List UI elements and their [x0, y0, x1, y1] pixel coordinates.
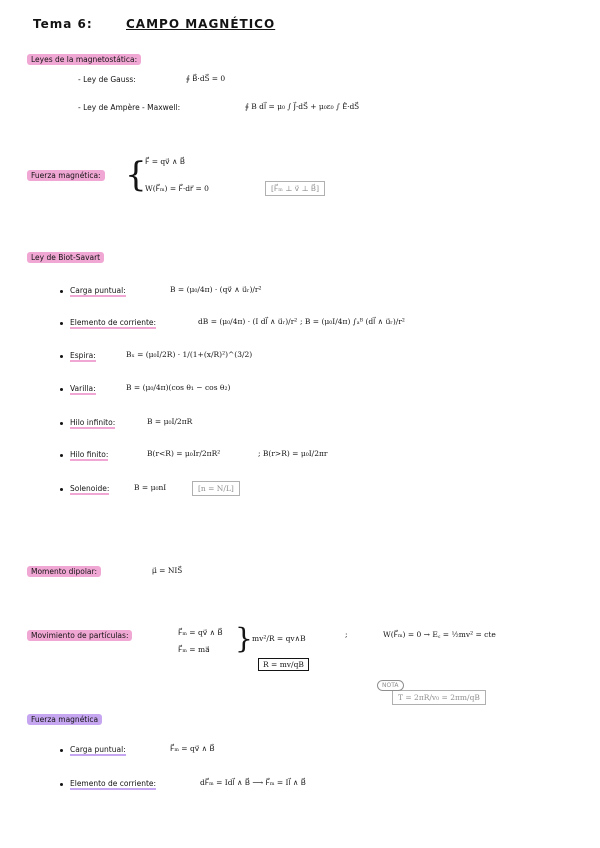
ampere-formula: ∮ B dl⃗ = μ₀ ∫ J⃗·dS⃗ + μ₀ε₀ ∫ Ė⃗·dS⃗	[245, 102, 360, 111]
item-label: Carga puntual:	[70, 286, 126, 295]
left-brace: {	[125, 155, 147, 195]
biot-savart-heading: Ley de Biot-Savart	[27, 252, 104, 263]
nota-tag: NOTA	[377, 680, 404, 691]
perpendicular-note: [F⃗ₘ ⊥ v⃗ ⊥ B⃗]	[265, 181, 325, 196]
bullet-dot	[60, 783, 63, 786]
finite-wire-formula-outside: ; B(r>R) = μ₀I/2πr	[258, 449, 328, 458]
loop-formula: Bₓ = (μ₀I/2R) · 1/(1+(x/R)²)^(3/2)	[126, 350, 253, 359]
force-charge-formula: F⃗ₘ = qv⃗ ∧ B⃗	[170, 744, 215, 753]
bullet-dot	[60, 322, 63, 325]
particles-eq-newton: F⃗ₘ = ma⃗	[178, 645, 210, 654]
topic-label: Tema 6:	[33, 17, 93, 31]
magnetic-force-heading: Fuerza magnética:	[27, 170, 105, 181]
particles-heading: Movimiento de partículas:	[27, 630, 132, 641]
item-label: Hilo infinito:	[70, 418, 116, 427]
bullet-dot	[60, 290, 63, 293]
item-label: Carga puntual:	[70, 745, 126, 754]
biot-item-charge	[60, 286, 126, 295]
dipole-formula: μ⃗ = NIS⃗	[152, 566, 183, 575]
bullet-dot	[60, 355, 63, 358]
current-element-formula: dB = (μ₀/4π) · (I dl⃗ ∧ u⃗ᵣ)/r²	[198, 317, 298, 326]
force-item-charge	[60, 745, 126, 754]
item-label: Solenoide:	[70, 484, 110, 493]
charge-formula: B = (μ₀/4π) · (qv⃗ ∧ u⃗ᵣ)/r²	[170, 285, 262, 294]
bullet-dot	[60, 454, 63, 457]
biot-item-solenoid	[60, 484, 109, 493]
particles-separator: ;	[345, 630, 348, 639]
biot-item-infinite-wire	[60, 418, 115, 427]
page-title: CAMPO MAGNÉTICO	[126, 17, 276, 31]
finite-wire-formula-inside: B(r<R) = μ₀Ir/2πR²	[147, 449, 221, 458]
item-label: Varilla:	[70, 384, 96, 393]
bullet-dot	[60, 488, 63, 491]
item-label: Elemento de corriente:	[70, 318, 157, 327]
bullet-dot	[60, 388, 63, 391]
biot-item-rod	[60, 384, 96, 393]
magnetic-force2-heading: Fuerza magnética	[27, 714, 102, 725]
gauss-label: - Ley de Gauss:	[78, 75, 136, 84]
solenoid-note: [n = N/L]	[192, 481, 240, 496]
biot-item-loop	[60, 351, 96, 360]
item-label: Espira:	[70, 351, 96, 360]
infinite-wire-formula: B = μ₀I/2πR	[147, 417, 193, 426]
force-current-element-formula: dF⃗ₘ = Idl⃗ ∧ B⃗ ⟶ F⃗ₘ = Il⃗ ∧ B⃗	[200, 778, 306, 787]
biot-item-current-element	[60, 318, 156, 327]
right-brace: }	[235, 622, 253, 655]
item-label: Hilo finito:	[70, 450, 109, 459]
solenoid-formula: B = μ₀nI	[134, 483, 167, 492]
bullet-dot	[60, 422, 63, 425]
particles-eq-lorentz: F⃗ₘ = qv⃗ ∧ B⃗	[178, 628, 223, 637]
radius-formula: R = mv/qB	[258, 658, 309, 671]
particles-work-formula: W(F⃗ₘ) = 0 → E꜀ = ½mv² = cte	[383, 630, 496, 639]
biot-item-finite-wire	[60, 450, 108, 459]
ampere-label: - Ley de Ampère - Maxwell:	[78, 103, 181, 112]
current-element-integral: ; B = (μ₀I/4π) ∫ₐᴮ (dl⃗ ∧ u⃗ᵣ)/r²	[300, 317, 405, 326]
rod-formula: B = (μ₀/4π)(cos θ₁ − cos θ₂)	[126, 383, 231, 392]
magnetostatic-heading: Leyes de la magnetostática:	[27, 54, 141, 65]
lorentz-formula: F⃗ = qv⃗ ∧ B⃗	[145, 157, 186, 166]
dipole-heading: Momento dipolar:	[27, 566, 101, 577]
item-label: Elemento de corriente:	[70, 779, 157, 788]
nota-formula: T = 2πR/v₀ = 2πm/qB	[392, 690, 486, 705]
gauss-formula: ∮ B⃗·dS⃗ = 0	[186, 74, 226, 83]
force-item-current-element	[60, 779, 156, 788]
particles-eq-centripetal: mv²/R = qv∧B	[252, 634, 306, 643]
bullet-dot	[60, 749, 63, 752]
work-formula: W(F⃗ₘ) = F⃗·dr⃗ = 0	[145, 184, 209, 193]
